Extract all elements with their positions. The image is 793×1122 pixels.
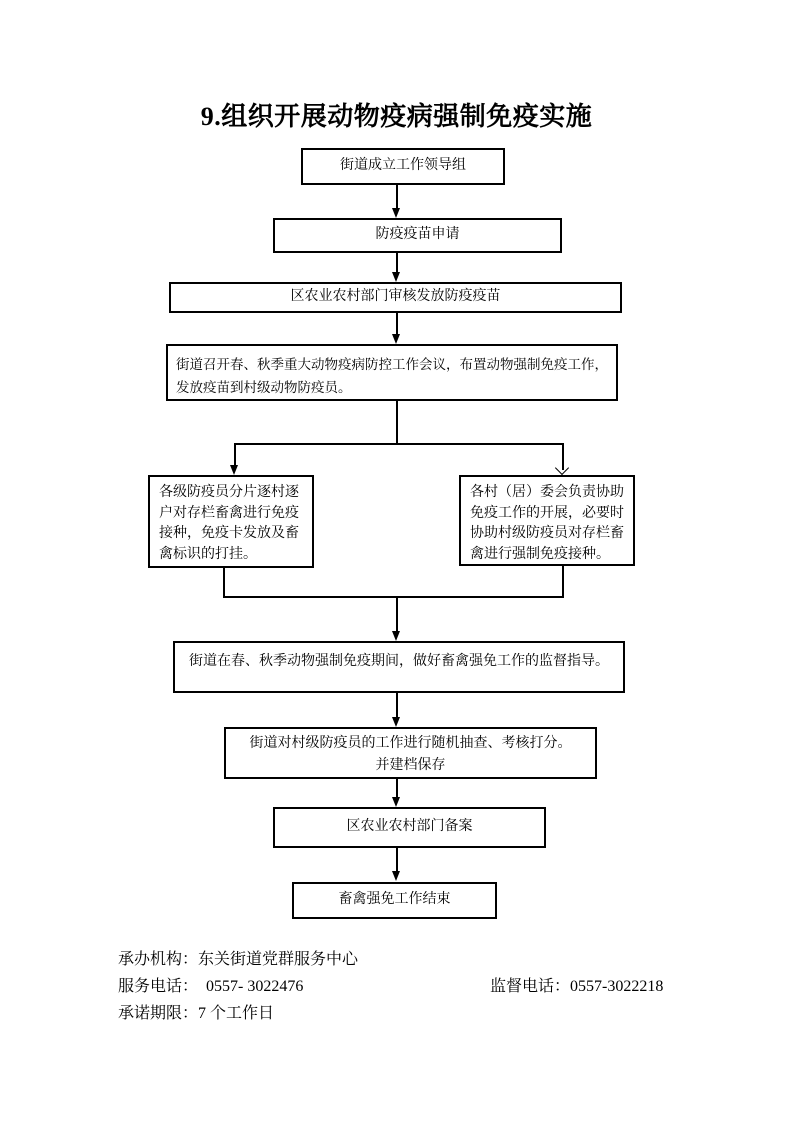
arrowhead-down-icon (392, 272, 400, 282)
flow-box-meeting: 街道召开春、秋季重大动物疫病防控工作会议，布置动物强制免疫工作，发放疫苗到村级动物防疫员。 (166, 344, 618, 401)
arrowhead-down-icon (230, 465, 238, 475)
connector-line (396, 596, 398, 632)
footer-supervise-phone: 监督电话：0557-3022218 (490, 978, 664, 995)
flow-box-random-check (224, 727, 597, 779)
flow-box-random-check-line1: 街道对村级防疫员的工作进行随机抽查、考核打分。 (249, 736, 572, 751)
flow-box-leading-group: 街道成立工作领导组 (301, 148, 505, 185)
connector-line (396, 401, 398, 444)
connector-line (396, 693, 398, 719)
arrowhead-down-icon (392, 334, 400, 344)
flow-box-end: 畜禽强免工作结束 (292, 882, 497, 919)
flow-box-epidemic-staff: 各级防疫员分片逐村逐户对存栏畜禽进行免疫接种，免疫卡发放及畜禽标识的打挂。 (148, 475, 314, 568)
arrowhead-down-icon (392, 208, 400, 218)
connector-line (396, 313, 398, 335)
flow-box-district-review: 区农业农村部门审核发放防疫疫苗 (169, 282, 622, 313)
arrowhead-down-open-icon (555, 461, 569, 475)
flow-box-village-committee: 各村（居）委会负责协助免疫工作的开展，必要时协助村级防疫员对存栏畜禽进行强制免疫接种。 (459, 475, 635, 566)
connector-line (396, 253, 398, 273)
flow-box-supervision: 街道在春、秋季动物强制免疫期间，做好畜禽强免工作的监督指导。 (173, 641, 625, 693)
connector-line (396, 185, 398, 209)
flow-box-vaccine-application: 防疫疫苗申请 (273, 218, 562, 253)
connector-line (396, 779, 398, 798)
flow-box-random-check-line2: 并建档保存 (375, 758, 446, 773)
arrowhead-down-icon (392, 871, 400, 881)
connector-line (235, 443, 563, 445)
arrowhead-down-icon (392, 797, 400, 807)
footer-agency: 承办机构：东关街道党群服务中心 (118, 951, 359, 968)
footer-deadline: 承诺期限：7 个工作日 (118, 1005, 275, 1022)
connector-line (396, 848, 398, 872)
page-title: 9.组织开展动物疫病强制免疫实施 (200, 102, 593, 131)
footer-service-phone: 服务电话： 0557- 3022476 (118, 978, 304, 995)
connector-line (234, 443, 236, 466)
connector-line (223, 568, 225, 597)
connector-line (223, 596, 564, 598)
connector-line (562, 566, 564, 597)
arrowhead-down-icon (392, 717, 400, 727)
flow-box-filing: 区农业农村部门备案 (273, 807, 546, 848)
arrowhead-down-icon (392, 631, 400, 641)
